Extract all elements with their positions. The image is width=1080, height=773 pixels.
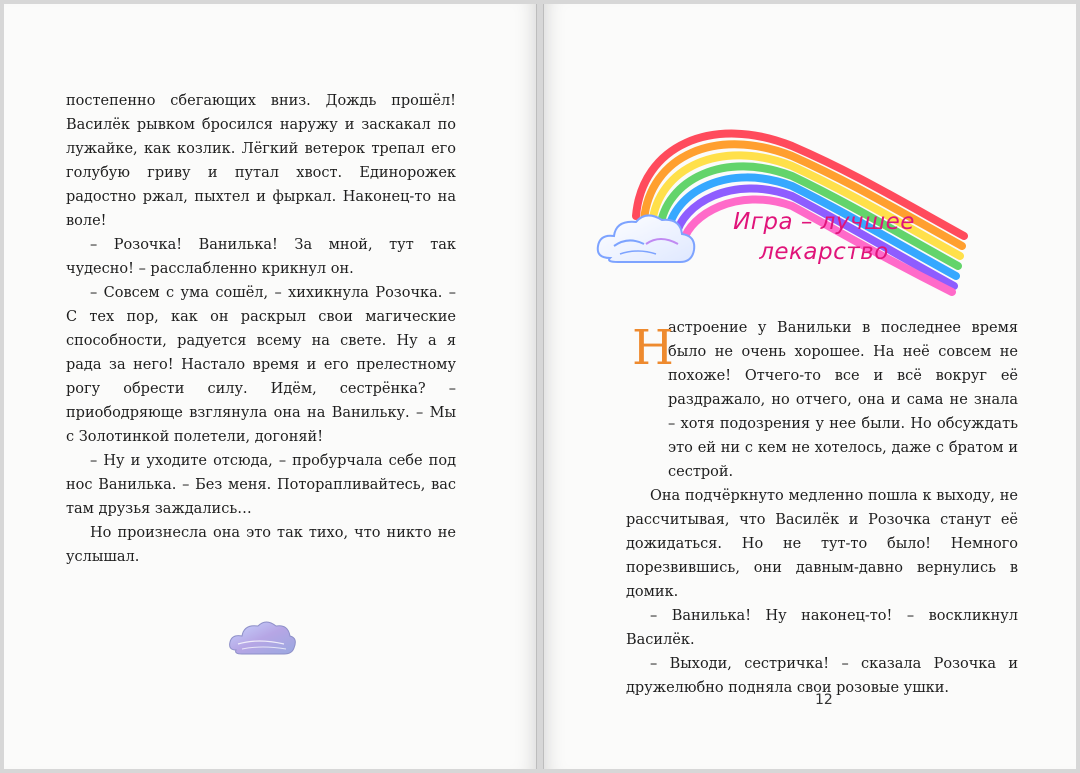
paragraph: – Выходи, сестричка! – сказала Розочка и дружелюбно подняла свои розовые ушки. (626, 656, 1018, 696)
right-page-text (626, 316, 1018, 700)
paragraph: астроение у Ванильки в последнее время было не очень хорошее. На неё совсем не похоже! Отчего-то все и всё вокруг её раздражало, но отчего, она и сама не знала – хотя подозрения у нее были. Но обсуждать это ей ни с кем не хотелось, даже с братом и сестрой. (668, 320, 1018, 480)
page-number: 12 (815, 692, 833, 708)
paragraph: – Совсем с ума сошёл, – хихикнула Розочка. – С тех пор, как он раскрыл свои магические способности, радуется всему на свете. Ну а я рада за него! Настало время и его прелестному рогу обрести силу. Идём, сестрёнка? – приободряюще взглянула она на Ванильку. – Мы с Золотинкой полетели, догоняй! (66, 285, 456, 445)
right-page (543, 4, 1076, 769)
paragraph: – Ванилька! Ну наконец-то! – воскликнул Василёк. (626, 608, 1018, 648)
paragraph: постепенно сбегающих вниз. Дождь прошёл! Василёк рывком бросился наружу и заскакал по лужайке, как козлик. Лёгкий ветерок трепал его голубую гриву и путал хвост. Единорожек радостно ржал, пыхтел и фыркал. Наконец-то на воле! (66, 93, 456, 229)
cloud-illustration (592, 206, 704, 278)
opening-paragraph (626, 316, 1018, 484)
small-cloud-illustration (226, 616, 298, 662)
left-page-text (66, 89, 456, 569)
drop-cap: Н (632, 320, 674, 376)
paragraph: – Розочка! Ванилька! За мной, тут так чудесно! – расслабленно крикнул он. (66, 237, 456, 277)
chapter-title (714, 207, 934, 267)
chapter-title-line-2: лекарство (759, 239, 889, 265)
paragraph: Она подчёркнуто медленно пошла к выходу, не рассчитывая, что Василёк и Розочка станут её дожидаться. Но не тут-то было! Немного порезвившись, они давным-давно вернулись в домик. (626, 488, 1018, 600)
left-page (4, 4, 537, 769)
paragraph: Но произнесла она это так тихо, что никто не услышал. (66, 525, 456, 565)
paragraph: – Ну и уходите отсюда, – пробурчала себе под нос Ванилька. – Без меня. Поторапливайтесь, вас там друзья заждались… (66, 453, 456, 517)
chapter-title-line-1: Игра – лучшее (733, 209, 915, 235)
